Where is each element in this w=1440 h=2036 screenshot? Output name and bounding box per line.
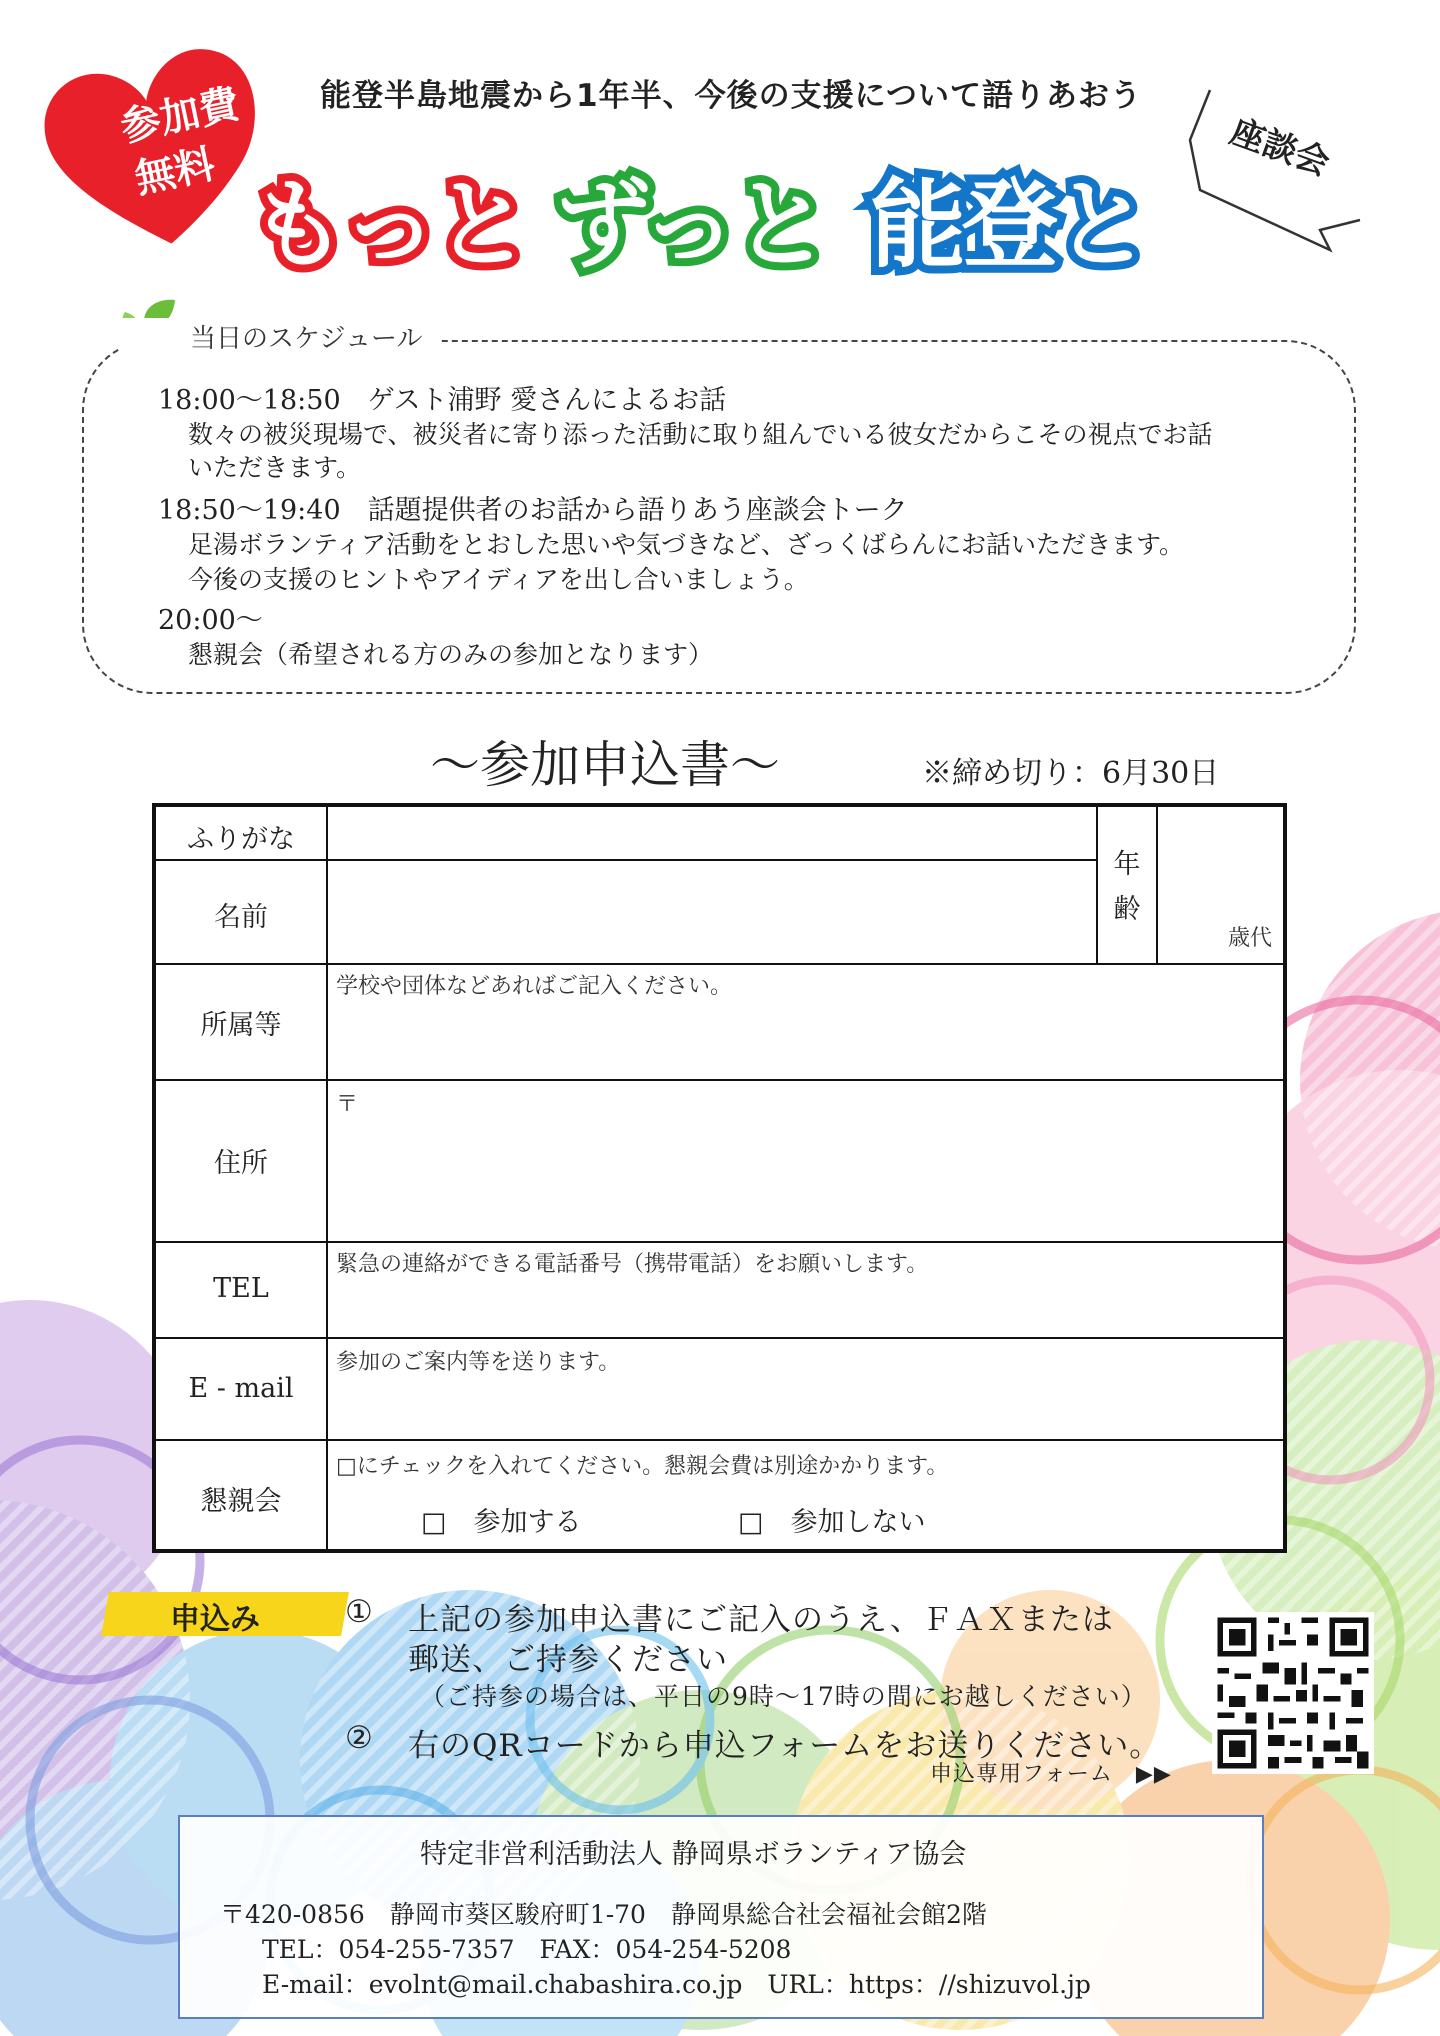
address-label: 住所 <box>214 1148 268 1179</box>
apply-item-1-line1: 上記の参加申込書にご記入のうえ、ＦＡＸまたは <box>408 1602 1114 1638</box>
badge-line2: 無料 <box>131 141 219 203</box>
qr-code-icon[interactable] <box>1212 1612 1374 1774</box>
apply-item-1-line2: 郵送、ご持参ください <box>408 1642 728 1678</box>
title-part-2: ずっと <box>555 169 826 281</box>
party-label: 懇親会 <box>200 1486 282 1517</box>
form-title: 〜参加申込書〜 <box>430 736 780 794</box>
application-form <box>152 803 1287 1553</box>
title-part-3: 能登と <box>870 169 1146 281</box>
affiliation-field[interactable] <box>328 965 1283 1079</box>
org-name: 特定非営利活動法人 静岡県ボランティア協会 <box>420 1839 967 1870</box>
furigana-field[interactable] <box>328 807 1094 859</box>
heart-icon <box>40 40 270 260</box>
form-link[interactable]: 申込専用フォーム ▶▶ <box>930 1762 1172 1787</box>
age-label-2: 齢 <box>1113 894 1141 925</box>
apply-item-1-num: ① <box>345 1594 374 1630</box>
title-part-1: もっと <box>250 169 526 281</box>
apply-label: 申込み <box>170 1602 260 1637</box>
party-hint: □にチェックを入れてください。懇親会費は別途かかります。 <box>336 1454 949 1479</box>
tel-hint: 緊急の連絡ができる電話番号（携帯電話）をお願いします。 <box>336 1252 929 1277</box>
apply-item-2-num: ② <box>345 1720 374 1756</box>
schedule-item-3-line1: 懇親会（希望される方のみの参加となります） <box>188 640 714 669</box>
postal-mark: 〒 <box>336 1092 359 1117</box>
furigana-label: ふりがな <box>187 824 295 855</box>
name-label: 名前 <box>214 902 268 933</box>
address-field[interactable] <box>328 1081 1283 1241</box>
free-badge <box>40 40 270 260</box>
zadankai-label: 座談会 <box>1225 111 1335 185</box>
age-unit: 歳代 <box>1228 926 1273 951</box>
badge-line1: 参加費 <box>116 81 244 151</box>
age-label-1: 年 <box>1113 849 1141 880</box>
affiliation-hint: 学校や団体などあればご記入ください。 <box>336 974 733 999</box>
org-email-url[interactable]: E-mail：evolnt@mail.chabashira.co.jp URL：https：//shizuvol.jp <box>262 1970 1091 1999</box>
speech-bubble <box>1170 80 1370 260</box>
deadline: ※締め切り：6月30日 <box>922 756 1220 791</box>
party-decline-checkbox[interactable]: □ 参加しない <box>738 1507 926 1538</box>
apply-item-1-note: （ご持参の場合は、平日の9時〜17時の間にお越しください） <box>420 1682 1147 1711</box>
email-label: E - mail <box>188 1373 294 1404</box>
schedule-item-1-line1: 数々の被災現場で、被災者に寄り添った活動に取り組んでいる彼女だからこその視点でお話 <box>188 420 1213 449</box>
schedule-item-2-line2: 今後の支援のヒントやアイディアを出し合いましょう。 <box>188 565 809 594</box>
name-field[interactable] <box>328 861 1094 963</box>
email-hint: 参加のご案内等を送ります。 <box>336 1350 621 1375</box>
schedule-item-2-line1: 足湯ボランティア活動をとおした思いや気づきなど、ざっくばらんにお話いただきます。 <box>188 530 1185 559</box>
tel-field[interactable] <box>328 1243 1283 1337</box>
event-subtitle: 能登半島地震から1年半、今後の支援について語りあおう <box>320 78 1142 114</box>
apply-item-2-text: 右のQRコードから申込フォームをお送りください。 <box>408 1728 1162 1764</box>
affiliation-label: 所属等 <box>200 1010 282 1041</box>
party-attend-checkbox[interactable]: □ 参加する <box>421 1507 582 1538</box>
schedule-heading: 当日のスケジュール <box>120 318 440 355</box>
org-address: 〒420-0856 静岡市葵区駿府町1-70 静岡県総合社会福祉会館2階 <box>220 1900 987 1929</box>
org-tel-fax: TEL：054-255-7357 FAX：054-254-5208 <box>262 1935 792 1964</box>
tel-label: TEL <box>213 1273 269 1304</box>
schedule-item-1-line2: いただきます。 <box>188 453 362 482</box>
schedule-item-1-title: 18:00〜18:50 ゲスト浦野 愛さんによるお話 <box>158 385 727 416</box>
schedule-item-2-title: 18:50〜19:40 話題提供者のお話から語りあう座談会トーク <box>158 495 908 526</box>
schedule-item-3-title: 20:00〜 <box>158 605 263 636</box>
speech-bubble-icon <box>1170 80 1370 260</box>
email-field[interactable] <box>328 1339 1283 1439</box>
